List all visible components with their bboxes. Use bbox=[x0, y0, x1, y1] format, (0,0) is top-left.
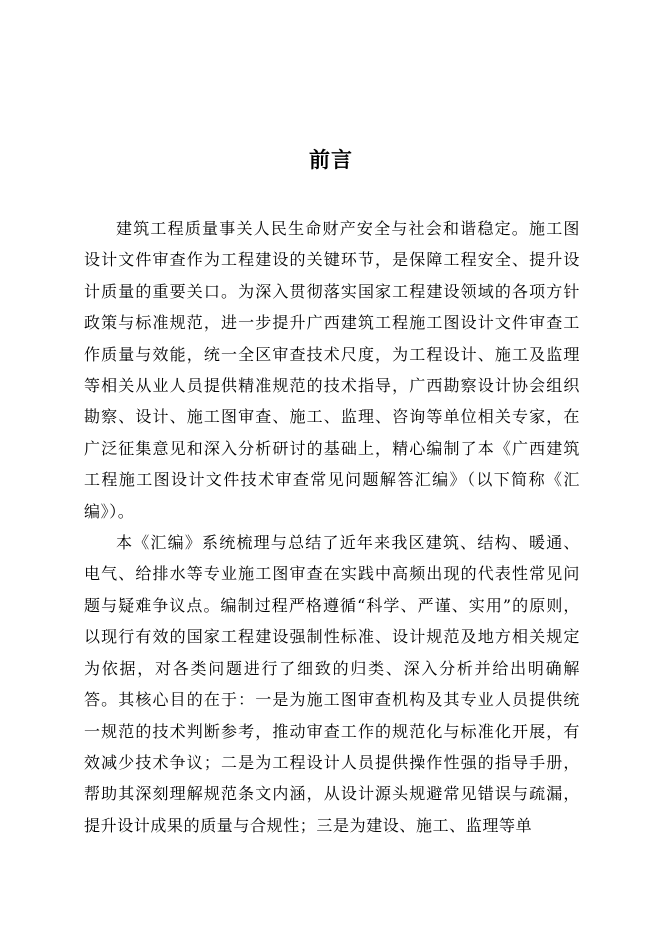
paragraph-2: 本《汇编》系统梳理与总结了近年来我区建筑、结构、暖通、电气、给排水等专业施工图审查在实践中高频出现的代表性常见问题与疑难争议点。编制过程严格遵循“科学、严谨、实用”的原则，以现行有效的国家工程建设强制性标准、设计规范及地方相关规定为依据，对各类问题进行了细致的归类、深入分析并给出明确解答。其核心目的在于：一是为施工图审查机构及其专业人员提供统一规范的技术判断参考，推动审查工作的规范化与标准化开展，有效减少技术争议；二是为工程设计人员提供操作性强的指导手册，帮助其深刻理解规范条文内涵，从设计源头规避常见错误与疏漏，提升设计成果的质量与合规性；三是为建设、施工、监理等单 bbox=[84, 533, 580, 835]
page-title: 前言 bbox=[309, 148, 353, 172]
paragraph-1: 建筑工程质量事关人民生命财产安全与社会和谐稳定。施工图设计文件审查作为工程建设的关键环节，是保障工程安全、提升设计质量的重要关口。为深入贯彻落实国家工程建设领域的各项方针政策与标准规范，进一步提升广西建筑工程施工图设计文件审查工作质量与效能，统一全区审查技术尺度，为工程设计、施工及监理等相关从业人员提供精准规范的技术指导，广西勘察设计协会组织勘察、设计、施工图审查、施工、监理、咨询等单位相关专家，在广泛征集意见和深入分析研讨的基础上，精心编制了本《广西建筑工程施工图设计文件技术审查常见问题解答汇编》（以下简称《汇编》）。 bbox=[84, 219, 580, 521]
document-body bbox=[84, 213, 580, 841]
